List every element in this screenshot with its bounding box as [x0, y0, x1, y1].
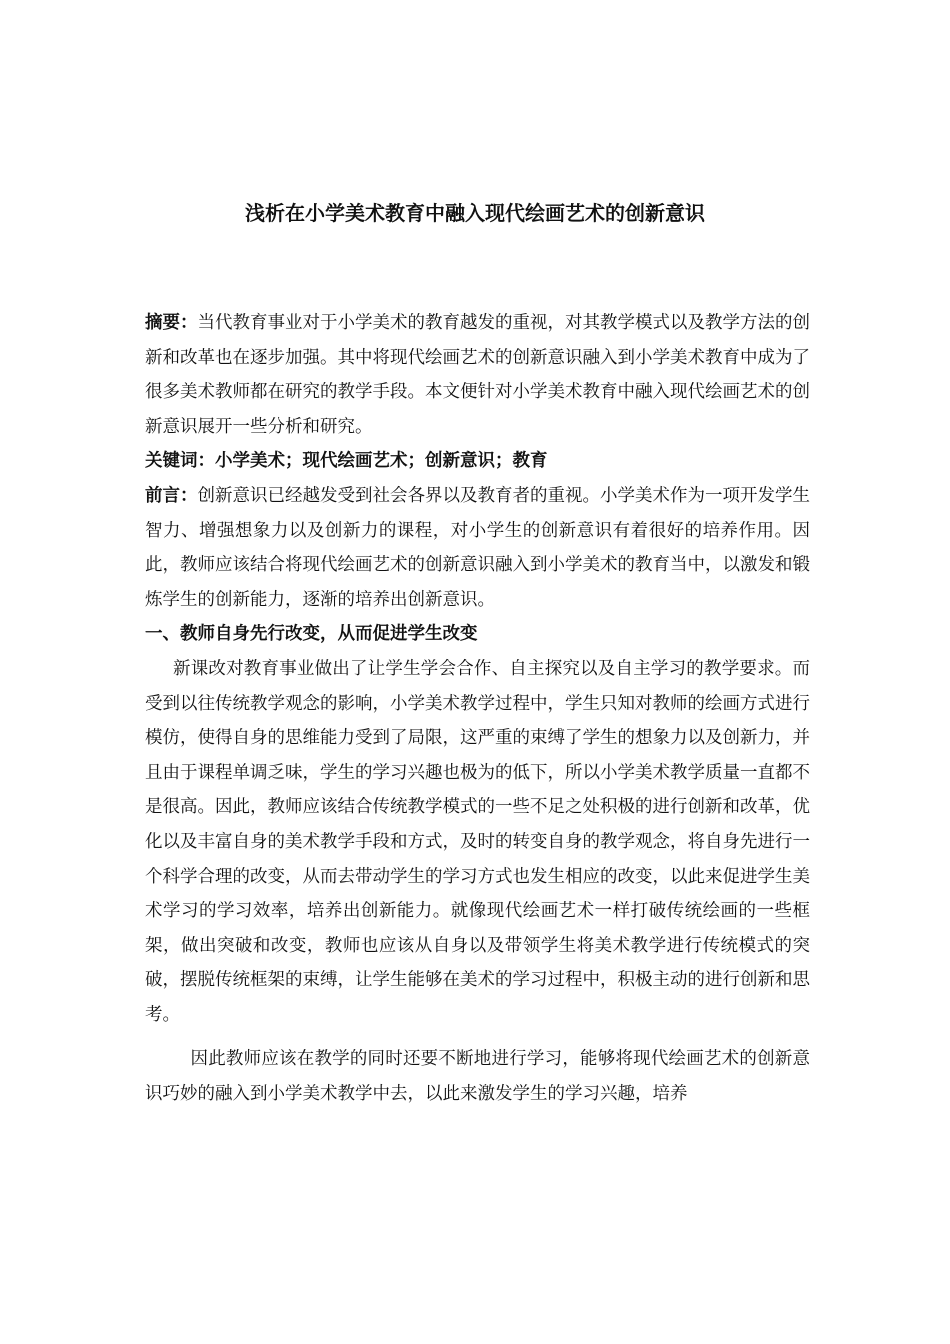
abstract-text: 当代教育事业对于小学美术的教育越发的重视，对其教学模式以及教学方法的创新和改革也在逐步加强。其中将现代绘画艺术的创新意识融入到小学美术教育中成为了很多美术教师都在研究的教学手段。本文便针对小学美术教育中融入现代绘画艺术的创新意识展开一些分析和研究。	[145, 313, 810, 437]
abstract-paragraph	[145, 306, 810, 444]
preface-paragraph	[145, 479, 810, 617]
preface-text: 创新意识已经越发受到社会各界以及教育者的重视。小学美术作为一项开发学生智力、增强想象力以及创新力的课程，对小学生的创新意识有着很好的培养作用。因此，教师应该结合将现代绘画艺术的创新意识融入到小学美术的教育当中，以激发和锻炼学生的创新能力，逐渐的培养出创新意识。	[145, 485, 810, 610]
section-heading: 一、教师自身先行改变，从而促进学生改变	[145, 624, 478, 645]
body-paragraph-1: 新课改对教育事业做出了让学生学会合作、自主探究以及自主学习的教学要求。而受到以往传统教学观念的影响，小学美术教学过程中，学生只知对教师的绘画方式进行模仿，使得自身的思维能力受到了局限，这严重的束缚了学生的想象力以及创新力，并且由于课程单调乏味，学生的学习兴趣也极为的低下，所以小学美术教学质量一直都不是很高。因此，教师应该结合传统教学模式的一些不足之处积极的进行创新和改革，优化以及丰富自身的美术教学手段和方式，及时的转变自身的教学观念，将自身先进行一个科学合理的改变，从而去带动学生的学习方式也发生相应的改变，以此来促进学生美术学习的学习效率，培养出创新能力。就像现代绘画艺术一样打破传统绘画的一些框架，做出突破和改变，教师也应该从自身以及带领学生将美术教学进行传统模式的突破，摆脱传统框架的束缚，让学生能够在美术的学习过程中，积极主动的进行创新和思考。	[145, 658, 810, 1025]
document-title: 浅析在小学美术教育中融入现代绘画艺术的创新意识	[245, 201, 705, 225]
keywords-line: 关键词：小学美术；现代绘画艺术；创新意识；教育	[145, 451, 548, 472]
abstract-label: 摘要：	[145, 313, 198, 333]
document-body	[145, 306, 810, 1112]
preface-label: 前言：	[145, 485, 198, 506]
body-paragraph-2: 因此教师应该在教学的同时还要不断地进行学习，能够将现代绘画艺术的创新意识巧妙的融入到小学美术教学中去，以此来激发学生的学习兴趣，培养	[145, 1049, 810, 1105]
